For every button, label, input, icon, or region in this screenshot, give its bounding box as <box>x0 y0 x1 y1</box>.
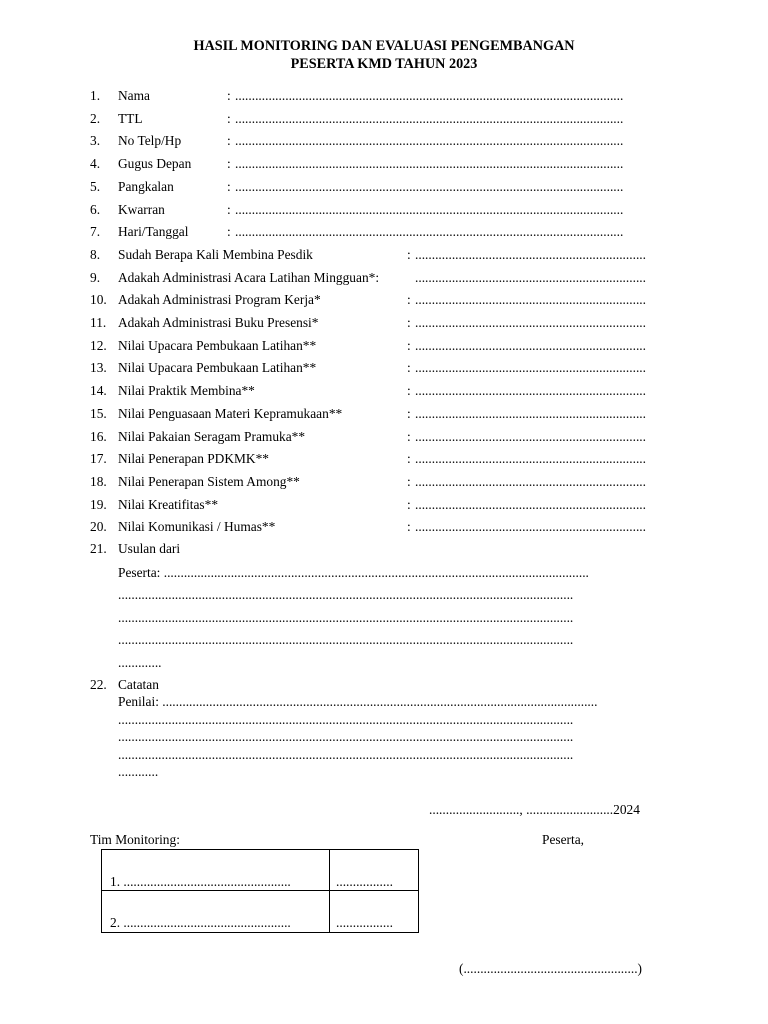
item-colon: : <box>227 111 231 126</box>
item-answer-field[interactable]: ..................................................................... <box>415 406 646 421</box>
item-21-label: Usulan dari <box>118 541 181 556</box>
item-answer-field[interactable]: ..................................................................... <box>415 474 646 489</box>
item-answer-field[interactable]: .................................................................................................................... <box>235 88 624 103</box>
item-label: Nilai Kreatifitas** <box>118 497 219 512</box>
item-answer-field[interactable]: ..................................................................... <box>415 338 646 353</box>
item-colon: : <box>407 383 411 398</box>
item-number: 17. <box>90 451 107 466</box>
item-number: 7. <box>90 224 101 239</box>
item-label: Nama <box>118 88 150 103</box>
table-divider <box>329 850 330 932</box>
item-label: Nilai Penerapan PDKMK** <box>118 451 269 466</box>
peserta-signature-line[interactable]: (....................................................) <box>459 961 642 976</box>
item-22-penilai-line[interactable]: Penilai: .................................................................................................................................. <box>118 694 598 709</box>
item-answer-field[interactable]: .................................................................................................................... <box>235 156 624 171</box>
item-number: 3. <box>90 133 101 148</box>
item-colon: : <box>227 202 231 217</box>
item-colon: : <box>407 247 411 262</box>
item-number: 2. <box>90 111 101 126</box>
item-answer-field[interactable]: .................................................................................................................... <box>235 179 624 194</box>
item-21-dots-line[interactable]: ............. <box>118 655 162 670</box>
item-label: Nilai Penguasaan Materi Kepramukaan** <box>118 406 343 421</box>
item-22-number: 22. <box>90 677 107 692</box>
item-label: TTL <box>118 111 143 126</box>
peserta-label: Peserta, <box>542 832 585 847</box>
item-number: 4. <box>90 156 101 171</box>
item-label: Nilai Upacara Pembukaan Latihan** <box>118 360 317 375</box>
item-21-peserta-line[interactable]: Peserta: ............................................................................................................................... <box>118 565 589 580</box>
item-colon: : <box>227 224 231 239</box>
item-answer-field[interactable]: ..................................................................... <box>415 315 646 330</box>
item-colon: : <box>407 360 411 375</box>
item-answer-field[interactable]: ..................................................................... <box>415 360 646 375</box>
item-label: Gugus Depan <box>118 156 192 171</box>
item-label: Adakah Administrasi Acara Latihan Mingguan*: <box>118 270 380 285</box>
item-number: 16. <box>90 429 107 444</box>
item-answer-field[interactable]: ..................................................................... <box>415 247 646 262</box>
item-answer-field[interactable]: ..................................................................... <box>415 497 646 512</box>
item-answer-field[interactable]: .................................................................................................................... <box>235 111 624 126</box>
item-22-label: Catatan <box>118 677 159 692</box>
item-21-dots-line[interactable]: ........................................................................................................................................ <box>118 610 574 625</box>
item-22-dots-line[interactable]: ........................................................................................................................................ <box>118 712 574 727</box>
item-21-dots-line[interactable]: ........................................................................................................................................ <box>118 632 574 647</box>
item-label: Hari/Tanggal <box>118 224 189 239</box>
item-colon: : <box>227 179 231 194</box>
item-label: Sudah Berapa Kali Membina Pesdik <box>118 247 313 262</box>
item-label: Nilai Upacara Pembukaan Latihan** <box>118 338 317 353</box>
item-number: 1. <box>90 88 101 103</box>
item-answer-field[interactable]: .................................................................................................................... <box>235 202 624 217</box>
item-number: 14. <box>90 383 107 398</box>
item-colon: : <box>407 497 411 512</box>
item-label: Adakah Administrasi Buku Presensi* <box>118 315 319 330</box>
item-colon: : <box>407 519 411 534</box>
item-number: 15. <box>90 406 107 421</box>
item-colon: : <box>407 429 411 444</box>
tim-monitoring-label: Tim Monitoring: <box>90 832 180 847</box>
item-colon: : <box>227 133 231 148</box>
page-subtitle: PESERTA KMD TAHUN 2023 <box>290 56 478 72</box>
item-colon: : <box>407 474 411 489</box>
page-title: HASIL MONITORING DAN EVALUASI PENGEMBANGAN <box>193 38 575 54</box>
item-label: No Telp/Hp <box>118 133 182 148</box>
item-number: 11. <box>90 315 107 330</box>
team-member-1-signature[interactable]: ................. <box>336 874 393 889</box>
item-number: 10. <box>90 292 107 307</box>
team-member-2-name[interactable]: 2. .................................................. <box>110 915 291 930</box>
item-answer-field[interactable]: ..................................................................... <box>415 292 646 307</box>
item-colon: : <box>227 88 231 103</box>
item-label: Nilai Pakaian Seragam Pramuka** <box>118 429 306 444</box>
item-label: Nilai Komunikasi / Humas** <box>118 519 276 534</box>
item-label: Nilai Praktik Membina** <box>118 383 255 398</box>
item-label: Nilai Penerapan Sistem Among** <box>118 474 300 489</box>
item-label: Pangkalan <box>118 179 174 194</box>
monitoring-team-table <box>101 849 419 933</box>
item-22-dots-line[interactable]: ........................................................................................................................................ <box>118 747 574 762</box>
item-colon: : <box>227 156 231 171</box>
item-colon: : <box>407 451 411 466</box>
item-colon: : <box>407 406 411 421</box>
item-answer-field[interactable]: ..................................................................... <box>415 270 646 285</box>
team-member-1-name[interactable]: 1. .................................................. <box>110 874 291 889</box>
item-answer-field[interactable]: .................................................................................................................... <box>235 133 624 148</box>
item-label: Adakah Administrasi Program Kerja* <box>118 292 321 307</box>
item-answer-field[interactable]: ..................................................................... <box>415 429 646 444</box>
item-colon: : <box>407 315 411 330</box>
team-member-2-signature[interactable]: ................. <box>336 915 393 930</box>
item-answer-field[interactable]: ..................................................................... <box>415 383 646 398</box>
item-answer-field[interactable]: ..................................................................... <box>415 519 646 534</box>
item-22-dots-line[interactable]: ........................................................................................................................................ <box>118 729 574 744</box>
item-number: 18. <box>90 474 107 489</box>
item-number: 8. <box>90 247 101 262</box>
table-divider <box>102 890 418 891</box>
item-answer-field[interactable]: .................................................................................................................... <box>235 224 624 239</box>
item-21-number: 21. <box>90 541 107 556</box>
item-colon: : <box>407 292 411 307</box>
date-line[interactable]: ..........................., ..........................2024 <box>429 802 640 817</box>
item-number: 9. <box>90 270 101 285</box>
item-answer-field[interactable]: ..................................................................... <box>415 451 646 466</box>
item-number: 12. <box>90 338 107 353</box>
item-21-dots-line[interactable]: ........................................................................................................................................ <box>118 587 574 602</box>
item-number: 5. <box>90 179 101 194</box>
item-number: 20. <box>90 519 107 534</box>
item-number: 19. <box>90 497 107 512</box>
item-label: Kwarran <box>118 202 165 217</box>
item-number: 6. <box>90 202 101 217</box>
item-number: 13. <box>90 360 107 375</box>
item-22-dots-line[interactable]: ............ <box>118 764 159 779</box>
item-colon: : <box>407 338 411 353</box>
